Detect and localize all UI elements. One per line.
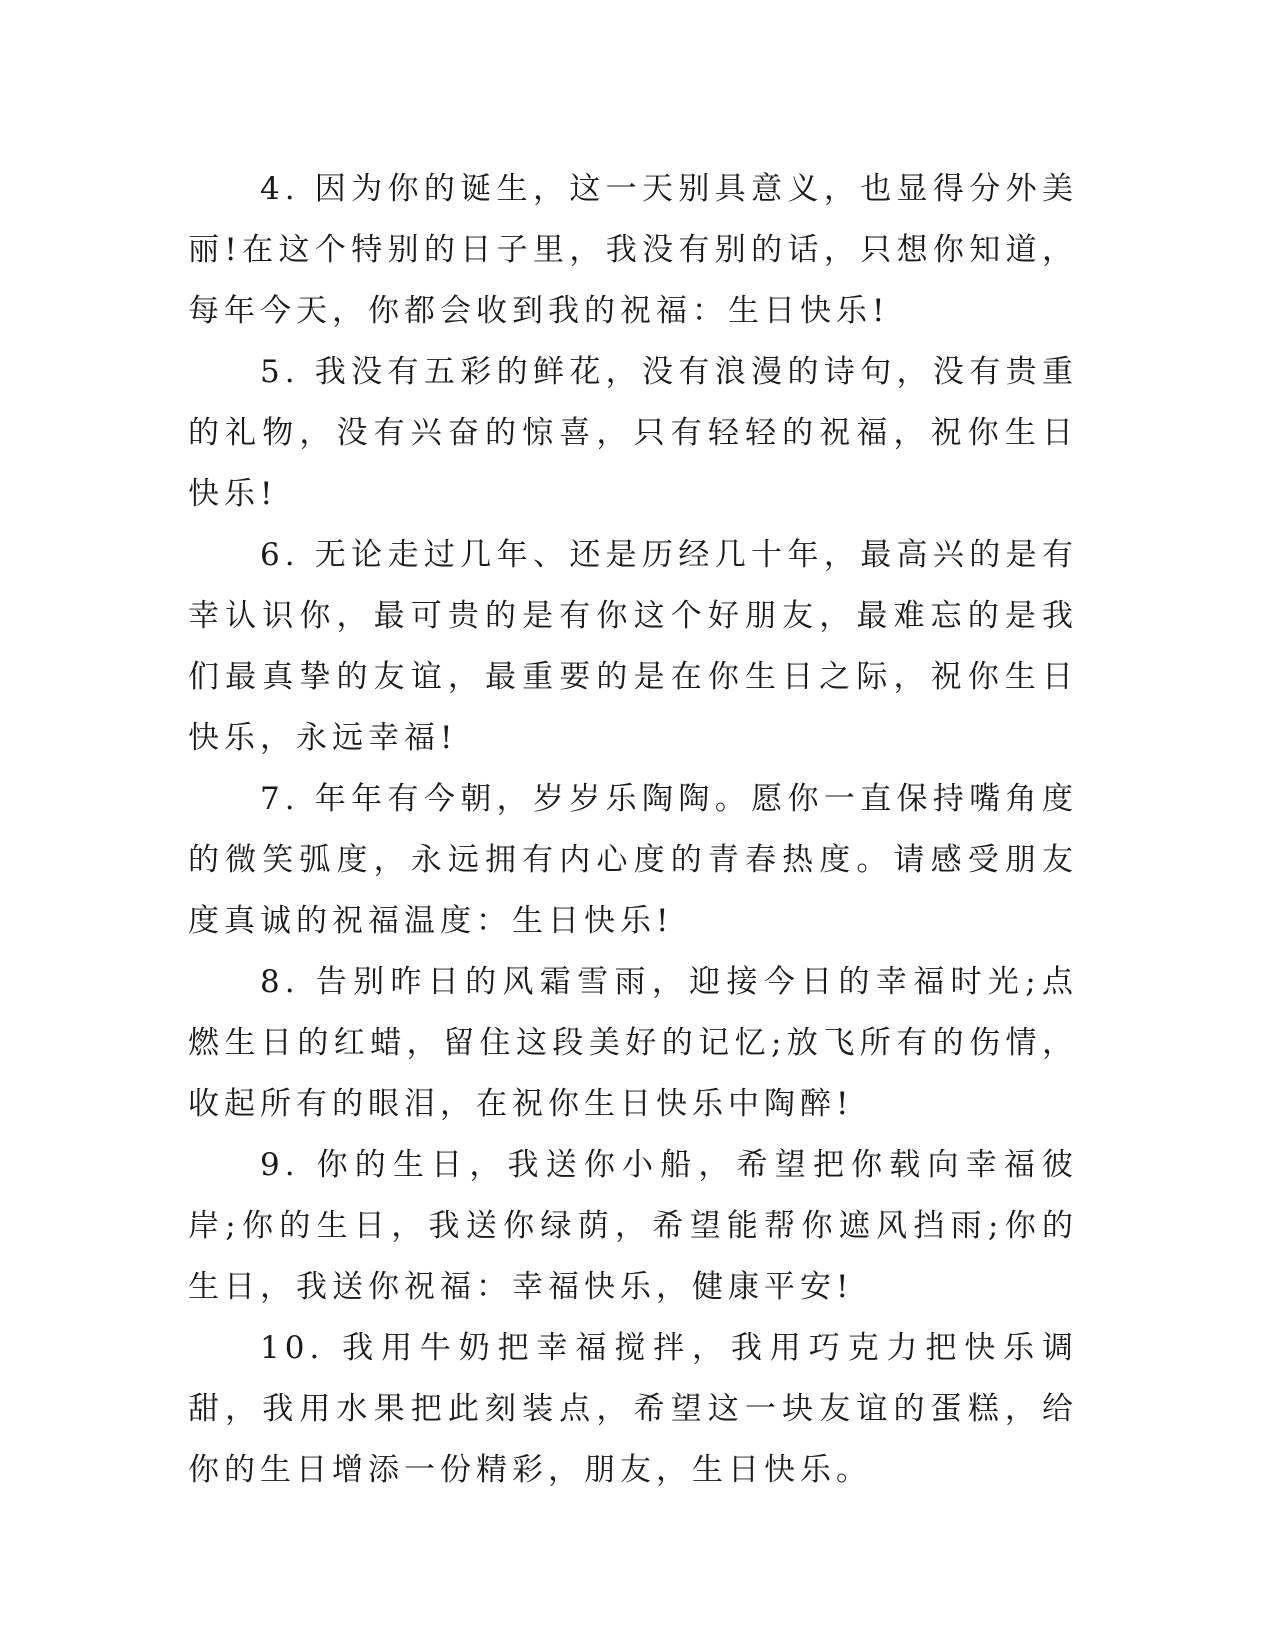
document-body	[188, 159, 1078, 1501]
paragraph-7	[188, 769, 1078, 952]
paragraph-text: 告别昨日的风霜雪雨，迎接今日的幸福时光;点燃生日的红蜡，留住这段美好的记忆;放飞所有的伤情，收起所有的眼泪，在祝你生日快乐中陶醉!	[188, 964, 1078, 1122]
paragraph-number: 4.	[260, 171, 300, 207]
paragraph-6	[188, 525, 1078, 769]
paragraph-text: 因为你的诞生，这一天别具意义，也显得分外美丽!在这个特别的日子里，我没有别的话，只想你知道，每年今天，你都会收到我的祝福：生日快乐!	[188, 171, 1078, 329]
paragraph-number: 5.	[260, 354, 300, 390]
paragraph-10	[188, 1318, 1078, 1501]
paragraph-8	[188, 952, 1078, 1135]
paragraph-text: 无论走过几年、还是历经几十年，最高兴的是有幸认识你，最可贵的是有你这个好朋友，最难忘的是我们最真挚的友谊，最重要的是在你生日之际，祝你生日快乐，永远幸福!	[188, 537, 1078, 756]
paragraph-number: 8.	[260, 964, 300, 1000]
paragraph-5	[188, 342, 1078, 525]
paragraph-number: 7.	[260, 781, 300, 817]
paragraph-text: 我没有五彩的鲜花，没有浪漫的诗句，没有贵重的礼物，没有兴奋的惊喜，只有轻轻的祝福，祝你生日快乐!	[188, 354, 1078, 512]
paragraph-text: 年年有今朝，岁岁乐陶陶。愿你一直保持嘴角度的微笑弧度，永远拥有内心度的青春热度。请感受朋友度真诚的祝福温度：生日快乐!	[188, 781, 1078, 939]
paragraph-number: 6.	[260, 537, 300, 573]
paragraph-9	[188, 1135, 1078, 1318]
paragraph-number: 10.	[260, 1330, 325, 1366]
paragraph-number: 9.	[260, 1147, 300, 1183]
paragraph-4	[188, 159, 1078, 342]
paragraph-text: 我用牛奶把幸福搅拌，我用巧克力把快乐调甜，我用水果把此刻装点，希望这一块友谊的蛋糕，给你的生日增添一份精彩，朋友，生日快乐。	[188, 1330, 1079, 1488]
paragraph-text: 你的生日，我送你小船，希望把你载向幸福彼岸;你的生日，我送你绿荫，希望能帮你遮风挡雨;你的生日，我送你祝福：幸福快乐，健康平安!	[188, 1147, 1079, 1305]
